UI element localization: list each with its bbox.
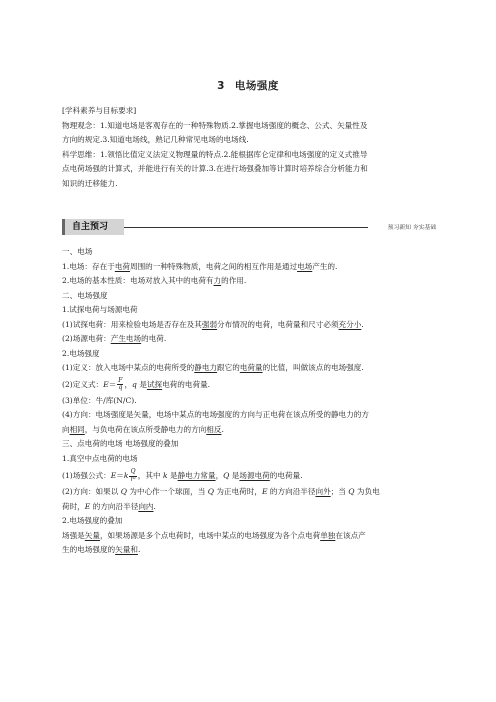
text: 是	[136, 379, 147, 389]
text: 在该点产	[335, 530, 366, 540]
paragraph: 1.真空中点电荷的电场	[62, 453, 138, 463]
text: (1)试探电荷：用来检验电场是否存在及其	[62, 319, 202, 329]
text: .	[153, 501, 156, 511]
goals-line: 点电荷场强的计算式，并能进行有关的计算.3.在进行场强叠加等计算时培养综合分析能力和	[62, 164, 368, 173]
heading-electric-field: 一、电场	[62, 247, 93, 256]
paragraph	[62, 543, 436, 558]
goals-line: 方向的规定.3.知道电场线，熟记几种常见电场的电场线.	[62, 135, 249, 144]
text: 是	[167, 471, 178, 480]
banner-subtitle: 预习新知 夯实基础	[387, 225, 436, 231]
paragraph: 2.电场强度的叠加	[62, 516, 123, 525]
paragraph-formula	[62, 376, 436, 394]
text: 的电荷量.	[269, 471, 303, 480]
text: ，如果场源是多个点电荷时，电场中某点的电场强度为各个点电荷	[99, 530, 321, 540]
text: 的方向沿半径	[90, 501, 139, 511]
paragraph	[62, 500, 436, 515]
paragraph-formula	[62, 466, 436, 485]
text: 的比值，叫做该点的电场强度.	[262, 363, 364, 372]
paragraph	[62, 361, 436, 376]
text: ＝	[116, 471, 124, 480]
numerator: Q	[130, 468, 136, 475]
denominator: r²	[130, 475, 136, 483]
text: 场强是	[62, 530, 85, 540]
text: ，其中	[137, 471, 163, 480]
text: (1)场强公式：	[62, 471, 111, 480]
page-title	[0, 78, 496, 93]
text: ，与负电荷在该点所受静电力的方向	[84, 424, 207, 434]
text: ，	[215, 471, 224, 480]
paragraph: 1.试探电荷与场源电荷	[62, 305, 138, 314]
text: 的电荷.	[141, 334, 167, 343]
paragraph	[62, 529, 436, 544]
text: (2)定义式：	[62, 379, 104, 389]
formula-symbol: k	[123, 471, 129, 480]
paragraph: (3)单位：牛/库(N/C).	[62, 395, 137, 405]
formula-symbol: E	[103, 379, 109, 389]
text: 为正电荷时，	[213, 487, 262, 496]
goals-line: 科学思维：1.领悟比值定义法定义物理量的特点.2.能根据库仑定律和电场强度的定义式推导	[62, 149, 368, 159]
goals-line: 知识的迁移能力.	[62, 178, 118, 188]
text: 是	[229, 471, 240, 480]
answer-blank: 相反	[206, 424, 222, 434]
answer-blank: 向外	[315, 487, 331, 496]
content-section	[62, 245, 436, 558]
banner-tag: 自主预习	[62, 219, 124, 235]
text: ；当	[330, 487, 349, 496]
text: (2)方向：如果以	[62, 487, 121, 496]
answer-blank: 单独	[320, 530, 336, 540]
paragraph	[62, 318, 436, 333]
answer-blank: 电荷	[114, 261, 130, 271]
answer-blank: 向内	[138, 501, 154, 511]
answer-blank: 静电力	[194, 363, 218, 372]
text: ＝	[108, 379, 117, 389]
banner-divider	[124, 227, 368, 228]
heading-point-charge: 三、点电荷的电场 电场强度的叠加	[62, 439, 179, 448]
formula-symbol: E	[84, 501, 91, 511]
text: 2.电场的基本性质：电场对放入其中的电荷有	[62, 276, 214, 285]
text: 的作用.	[221, 276, 247, 285]
numerator: F	[118, 376, 123, 384]
formula-symbol: Q	[120, 487, 127, 496]
answer-blank: 电场	[297, 261, 313, 271]
answer-blank: 电荷量	[239, 363, 263, 372]
text: 荷时，	[62, 501, 85, 511]
formula-symbol: E	[261, 487, 268, 496]
text: .	[137, 545, 141, 554]
answer-blank: 矢量	[84, 530, 100, 540]
answer-blank: 充分小	[338, 319, 362, 329]
paragraph	[62, 423, 436, 438]
text: ，	[124, 379, 133, 389]
text: (1)定义：放入电场中某点的电荷所受的	[62, 363, 195, 372]
section-number: 3	[217, 80, 225, 92]
section-title: 电场强度	[234, 80, 279, 92]
formula-symbol: Q	[207, 487, 214, 496]
answer-blank: 场源电荷	[239, 471, 270, 480]
goals-section	[62, 104, 436, 191]
text: 为负电	[354, 487, 380, 496]
text: 向	[62, 424, 70, 434]
formula-symbol: k	[162, 471, 168, 480]
fraction	[117, 378, 123, 392]
text: 为中心作一个球面，当	[126, 487, 208, 496]
answer-blank: 产生电场	[110, 334, 142, 343]
text: .	[221, 424, 224, 434]
fraction	[129, 469, 136, 483]
text: 的方向沿半径	[267, 487, 316, 496]
answer-blank: 矢量和	[115, 545, 138, 554]
paragraph	[62, 485, 436, 500]
formula-symbol: E	[110, 471, 117, 480]
text: 产生的.	[312, 261, 338, 271]
goals-line: 物理观念：1.知道电场是客观存在的一种特殊物质.2.掌握电场强度的概念、公式、矢量性及	[62, 120, 368, 130]
text: 跟它的	[217, 363, 240, 372]
text: 分布情况的电荷，电荷量和尺寸必须	[217, 319, 339, 329]
formula-symbol: q	[132, 379, 137, 389]
text: 周围的一种特殊物质，电荷之间的相互作用是通过	[130, 261, 298, 271]
answer-blank: 强弱	[201, 319, 218, 329]
text: 电荷的电荷量.	[162, 379, 211, 389]
answer-blank: 力	[213, 276, 222, 285]
paragraph	[62, 274, 436, 289]
formula-symbol: Q	[348, 487, 355, 496]
preview-banner	[62, 219, 436, 235]
text: (2)场源电荷：	[62, 334, 111, 343]
paragraph	[62, 260, 436, 275]
heading-field-strength: 二、电场强度	[62, 290, 108, 300]
paragraph: (4)方向：电场强度是矢量，电场中某点的电场强度的方向与正电荷在该点所受的静电力的方	[62, 410, 369, 419]
text: .	[361, 319, 364, 329]
paragraph: 2.电场强度	[62, 348, 100, 358]
paragraph	[62, 332, 436, 347]
answer-blank: 相同	[69, 424, 85, 434]
text: 生的电场强度的	[62, 545, 116, 554]
text: 1.电场：存在于	[62, 261, 115, 271]
denominator: q	[118, 384, 123, 391]
answer-blank: 试探	[146, 379, 163, 389]
goals-header: [学科素养与目标要求]	[62, 106, 137, 115]
answer-blank: 静电力常量	[177, 471, 216, 480]
formula-symbol: Q	[223, 471, 230, 480]
